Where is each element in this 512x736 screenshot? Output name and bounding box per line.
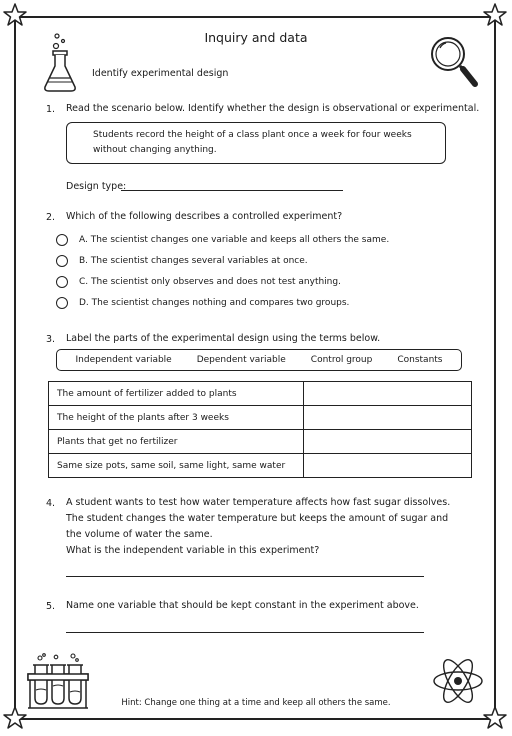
page-subtitle: Identify experimental design: [92, 68, 229, 79]
scenario-text: without changing anything.: [93, 145, 217, 155]
question-prompt: Which of the following describes a controlled experiment?: [66, 211, 343, 222]
table-cell: The height of the plants after 3 weeks: [49, 406, 304, 430]
scenario-box: [66, 122, 446, 164]
word-bank-term: Control group: [310, 355, 373, 365]
question-number: 4.: [46, 498, 56, 509]
answer-cell[interactable]: [304, 430, 472, 454]
answer-line[interactable]: [121, 190, 343, 191]
word-bank-term: Independent variable: [75, 355, 172, 365]
question-text: A student wants to test how water temperature affects how fast sugar dissolves.: [66, 497, 451, 508]
question-number: 3.: [46, 334, 56, 345]
scenario-text: Students record the height of a class plant once a week for four weeks: [93, 130, 412, 140]
option-label: C. The scientist only observes and does not test anything.: [79, 277, 341, 287]
word-bank-term: Constants: [397, 355, 443, 365]
question-prompt: What is the independent variable in this experiment?: [66, 545, 320, 556]
question-number: 2.: [46, 212, 56, 223]
question-number: 1.: [46, 104, 56, 115]
question-prompt: Read the scenario below. Identify whether the design is observational or experimental.: [66, 103, 480, 114]
table-row: [49, 454, 472, 478]
question-number: 5.: [46, 601, 56, 612]
question-prompt: Label the parts of the experimental design using the terms below.: [66, 333, 381, 344]
table-row: [49, 430, 472, 454]
answer-line[interactable]: [66, 632, 424, 633]
option-label: A. The scientist changes one variable and keeps all others the same.: [79, 235, 390, 245]
table-cell: The amount of fertilizer added to plants: [49, 382, 304, 406]
matching-table: [48, 381, 472, 478]
table-row: [49, 382, 472, 406]
question-prompt: Name one variable that should be kept constant in the experiment above.: [66, 600, 419, 611]
option-radio[interactable]: [56, 297, 68, 309]
word-bank-term: Dependent variable: [196, 355, 286, 365]
option-label: D. The scientist changes nothing and compares two groups.: [79, 298, 350, 308]
option-radio[interactable]: [56, 255, 68, 267]
option-radio[interactable]: [56, 234, 68, 246]
star-icon: [483, 3, 507, 27]
question-text: the volume of water the same.: [66, 529, 213, 540]
star-icon: [3, 3, 27, 27]
answer-line[interactable]: [66, 576, 424, 577]
question-text: The student changes the water temperature but keeps the amount of sugar and: [66, 513, 449, 524]
word-bank: [56, 349, 462, 371]
answer-cell[interactable]: [304, 454, 472, 478]
answer-cell[interactable]: [304, 382, 472, 406]
table-row: [49, 406, 472, 430]
star-icon: [3, 706, 27, 730]
answer-label: Design type:: [66, 181, 127, 192]
option-label: B. The scientist changes several variables at once.: [79, 256, 308, 266]
table-cell: Plants that get no fertilizer: [49, 430, 304, 454]
answer-cell[interactable]: [304, 406, 472, 430]
hint-text: Hint: Change one thing at a time and keep all others the same.: [121, 698, 391, 708]
option-radio[interactable]: [56, 276, 68, 288]
page-title: Inquiry and data: [204, 30, 308, 45]
table-cell: Same size pots, same soil, same light, same water: [49, 454, 304, 478]
star-icon: [483, 706, 507, 730]
